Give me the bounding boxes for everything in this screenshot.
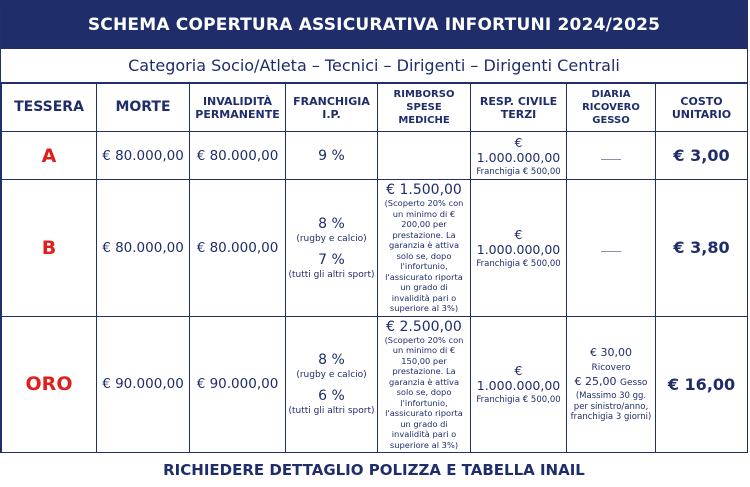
- rimborso-b-note: (Scoperto 20% con un minimo di € 200,00 per prestazione. La garanzia è attiva solo se, dopo l'infortunio, l'assicurato riporta un grado di invalidità pari o superiore al 3%): [384, 198, 464, 313]
- header-resp-line1: RESP. CIVILE: [479, 94, 558, 108]
- rc-oro-amount: € 1.000.000,00: [476, 363, 561, 394]
- row-oro: [2, 316, 748, 453]
- invalidita-a: € 80.000,00: [190, 132, 286, 180]
- diaria-ricovero-label: Ricovero: [591, 363, 631, 373]
- rc-a-amount: € 1.000.000,00: [476, 134, 561, 165]
- morte-b: € 80.000,00: [97, 180, 190, 317]
- franchigia-oro-2: 6 %: [318, 388, 345, 405]
- invalidita-b: € 80.000,00: [190, 180, 286, 317]
- header-diaria-line1: DIARIA: [591, 89, 631, 100]
- header-morte: MORTE: [97, 84, 190, 132]
- page-title: SCHEMA COPERTURA ASSICURATIVA INFORTUNI 2024/2025: [1, 1, 747, 49]
- diaria-gesso-label: Gesso: [620, 378, 648, 388]
- header-rimborso: [378, 84, 471, 132]
- header-costo-line1: COSTO: [680, 94, 723, 108]
- dash-icon: [601, 159, 621, 160]
- franchigia-oro-1: 8 %: [318, 352, 345, 369]
- header-resp-civile: [471, 84, 567, 132]
- tessera-a: A: [2, 132, 97, 180]
- rc-oro: [471, 316, 567, 453]
- rimborso-oro-note: (Scoperto 20% con un minimo di € 150,00 per prestazione. La garanzia è attiva solo se, dopo l'infortunio, l'assicurato riporta un grado di invalidità pari o superiore al 3%): [384, 334, 464, 450]
- header-franchigia-line1: FRANCHIGIA: [293, 94, 370, 108]
- footer-note: RICHIEDERE DETTAGLIO POLIZZA E TABELLA INAIL: [163, 461, 585, 479]
- diaria-ricovero-amount: € 30,00: [590, 346, 632, 359]
- header-costo: [656, 84, 748, 132]
- morte-a: € 80.000,00: [97, 132, 190, 180]
- rc-b: [471, 180, 567, 317]
- header-rimborso-line3: MEDICHE: [398, 115, 450, 126]
- tessera-b: B: [2, 180, 97, 317]
- costo-oro: € 16,00: [656, 316, 748, 453]
- franchigia-b-2-note: (tutti gli altri sport): [288, 269, 375, 280]
- rimborso-oro-amount: € 2.500,00: [386, 318, 462, 335]
- franchigia-oro: [286, 316, 378, 453]
- morte-oro: € 90.000,00: [97, 316, 190, 453]
- row-b: [2, 180, 748, 317]
- coverage-table: [1, 83, 748, 453]
- header-invalidita: [190, 84, 286, 132]
- header-diaria-line2: RICOVERO: [582, 102, 640, 113]
- row-a: [2, 132, 748, 180]
- rc-b-franchigia: Franchigia € 500,00: [476, 258, 561, 269]
- rimborso-a-empty: [378, 132, 471, 180]
- rc-oro-franchigia: Franchigia € 500,00: [476, 395, 561, 406]
- rimborso-b-amount: € 1.500,00: [386, 182, 462, 198]
- header-franchigia-line2: I.P.: [322, 107, 341, 121]
- costo-a: € 3,00: [656, 132, 748, 180]
- franchigia-b-1: 8 %: [318, 215, 345, 232]
- invalidita-oro: € 90.000,00: [190, 316, 286, 453]
- franchigia-b-2: 7 %: [318, 251, 345, 268]
- header-costo-line2: UNITARIO: [671, 107, 732, 121]
- franchigia-b-1-note: (rugby e calcio): [296, 233, 367, 244]
- diaria-oro: [567, 316, 656, 453]
- header-diaria: [567, 84, 656, 132]
- header-resp-line2: TERZI: [500, 107, 537, 121]
- header-rimborso-line1: RIMBORSO: [393, 89, 455, 100]
- costo-b: € 3,80: [656, 180, 748, 317]
- rimborso-b: [378, 180, 471, 317]
- diaria-b: [567, 180, 656, 317]
- header-franchigia: [286, 84, 378, 132]
- header-rimborso-line2: SPESE: [406, 102, 442, 113]
- header-diaria-line3: GESSO: [592, 115, 630, 126]
- franchigia-b: [286, 180, 378, 317]
- franchigia-oro-2-note: (tutti gli altri sport): [288, 406, 375, 417]
- diaria-gesso-amount: € 25,00: [574, 375, 617, 388]
- header-invalidita-line2: PERMANENTE: [195, 107, 280, 121]
- header-invalidita-line1: INVALIDITÀ: [202, 94, 273, 108]
- franchigia-oro-1-note: (rugby e calcio): [296, 370, 367, 381]
- diaria-oro-ricovero: [570, 346, 652, 375]
- diaria-a: [567, 132, 656, 180]
- tessera-oro: ORO: [2, 316, 97, 453]
- page-subtitle: Categoria Socio/Atleta – Tecnici – Dirigenti – Dirigenti Centrali: [1, 49, 747, 83]
- diaria-oro-note: (Massimo 30 gg. per sinistro/anno, franchigia 3 giorni): [570, 391, 652, 422]
- rc-a: [471, 132, 567, 180]
- header-row: [2, 84, 748, 132]
- dash-icon: [601, 251, 621, 252]
- rc-a-franchigia: Franchigia € 500,00: [476, 166, 561, 177]
- rc-b-amount: € 1.000.000,00: [476, 226, 561, 257]
- diaria-oro-gesso: [570, 375, 652, 390]
- rimborso-oro: [378, 316, 471, 453]
- franchigia-a: 9 %: [286, 132, 378, 180]
- header-tessera: TESSERA: [2, 84, 97, 132]
